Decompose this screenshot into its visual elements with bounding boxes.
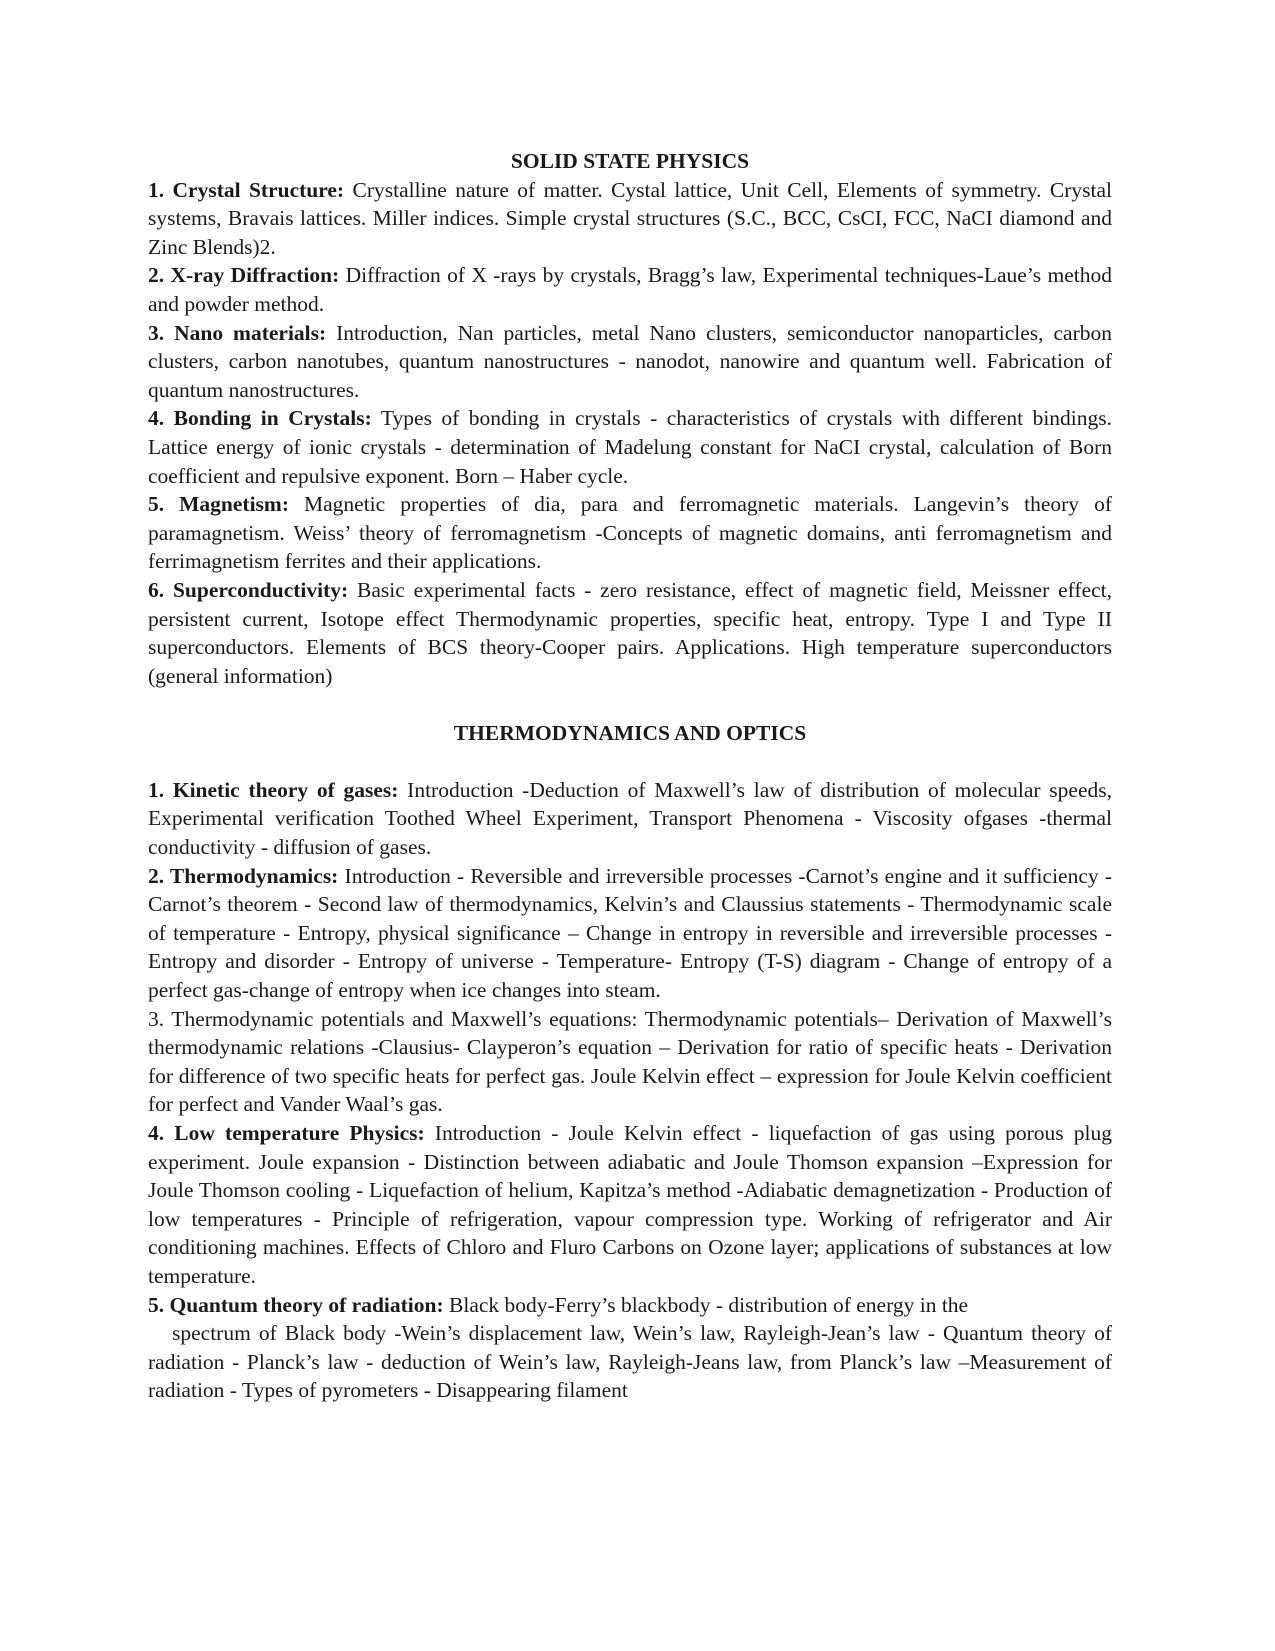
topic-quantum-theory-radiation-continued [148, 1319, 1112, 1405]
topic-text: Introduction - Joule Kelvin effect - liquefaction of gas using porous plug experiment. Joule expansion - Distinction between adiabatic and Joule Thomson expansion –Expression for Joule Thomson cooling - Liquefaction of helium, Kapitza’s method -Adiabatic demagnetization - Production of low temperatures - Principle of refrigeration, vapour compression type. Working of refrigerator and Air conditioning machines. Effects of Chloro and Fluro Carbons on Ozone layer; applications of substances at low temperature. [148, 1121, 1113, 1288]
topic-low-temperature-physics [148, 1119, 1112, 1291]
topic-xray-diffraction [148, 261, 1112, 318]
topic-thermodynamic-potentials [148, 1005, 1112, 1119]
topic-label: 4. Bonding in Crystals: [148, 406, 372, 431]
topic-label: 3. Nano materials: [148, 320, 327, 345]
topic-text: Black body-Ferry’s blackbody - distribution of energy in the [443, 1292, 969, 1317]
topic-text: Crystalline nature of matter. Cystal lattice, Unit Cell, Elements of symmetry. Crystal systems, Bravais lattices. Miller indices. Simple crystal structures (S.C., BCC, CsCI, FCC, NaCI diamond and Zinc Blends)2. [148, 177, 1113, 259]
page-content [148, 147, 1112, 1405]
topic-label: 5. Quantum theory of radiation: [148, 1292, 444, 1317]
topic-text: Introduction -Deduction of Maxwell’s law of distribution of molecular speeds, Experimental verification Toothed Wheel Experiment, Transport Phenomena - Viscosity ofgases -thermal conductivity - diffusion of gases. [148, 777, 1112, 860]
topic-quantum-theory-radiation [148, 1291, 1112, 1320]
topic-magnetism [148, 490, 1112, 576]
topic-text: Types of bonding in crystals - characteristics of crystals with different bindings. Lattice energy of ionic crystals - determination of Madelung constant for NaCI crystal, calculation of Born coefficient and repulsive exponent. Born – Haber cycle. [148, 406, 1113, 488]
section-title-solid-state: SOLID STATE PHYSICS [510, 149, 750, 173]
topic-text: spectrum of Black body -Wein’s displacement law, Wein’s law, Rayleigh-Jean’s law - Quantum theory of radiation - Planck’s law - deduction of Wein’s law, Rayleigh-Jeans law, from Planck’s law –Measurement of radiation - Types of pyrometers - Disappearing filament [148, 1321, 1112, 1403]
topic-text: Introduction, Nan particles, metal Nano clusters, semiconductor nanoparticles, carbon clusters, carbon nanotubes, quantum nanostructures - nanodot, nanowire and quantum well. Fabrication of quantum nanostructures. [148, 320, 1112, 402]
topic-label: 2. Thermodynamics: [148, 863, 339, 888]
topic-label: 2. X-ray Diffraction: [148, 263, 340, 288]
topic-kinetic-theory [148, 776, 1112, 862]
topic-label: 6. Superconductivity: [148, 577, 349, 602]
topic-label: 4. Low temperature Physics: [148, 1121, 425, 1145]
topic-thermodynamics [148, 862, 1112, 1005]
topic-label: 1. Crystal Structure: [148, 177, 345, 202]
topic-crystal-structure [148, 176, 1112, 262]
topic-bonding-in-crystals [148, 404, 1112, 490]
topic-text: Magnetic properties of dia, para and ferromagnetic materials. Langevin’s theory of paramagnetism. Weiss’ theory of ferromagnetism -Concepts of magnetic domains, anti ferromagnetism and ferrimagnetism ferrites and their applications. [148, 492, 1112, 574]
topic-text: Basic experimental facts - zero resistance, effect of magnetic field, Meissner effect, persistent current, Isotope effect Thermodynamic properties, specific heat, entropy. Type I and Type II superconductors. Elements of BCS theory-Cooper pairs. Applications. High temperature superconductors (general information) [148, 577, 1113, 688]
topic-label: 1. Kinetic theory of gases: [148, 777, 399, 802]
topic-nano-materials [148, 319, 1112, 405]
topic-label: 5. Magnetism: [148, 492, 289, 517]
topic-text: Introduction - Reversible and irreversible processes -Carnot’s engine and it sufficiency - Carnot’s theorem - Second law of thermodynamics, Kelvin’s and Claussius statements - Thermodynamic scale of temperature - Entropy, physical significance – Change in entropy in reversible and irreversible processes - Entropy and disorder - Entropy of universe - Temperature- Entropy (T-S) diagram - Change of entropy of a perfect gas-change of entropy when ice changes into steam. [148, 863, 1112, 1003]
topic-text: 3. Thermodynamic potentials and Maxwell’s equations: Thermodynamic potentials– Derivation of Maxwell’s thermodynamic relations -Clausius- Clayperon’s equation – Derivation for ratio of specific heats - Derivation for difference of two specific heats for perfect gas. Joule Kelvin effect – expression for Joule Kelvin coefficient for perfect and Vander Waal’s gas. [148, 1006, 1112, 1117]
topic-text: Diffraction of X -rays by crystals, Bragg’s law, Experimental techniques-Laue’s method and powder method. [148, 263, 1112, 316]
topic-superconductivity [148, 576, 1112, 690]
section-title-thermodynamics-optics: THERMODYNAMICS AND OPTICS [453, 721, 807, 746]
